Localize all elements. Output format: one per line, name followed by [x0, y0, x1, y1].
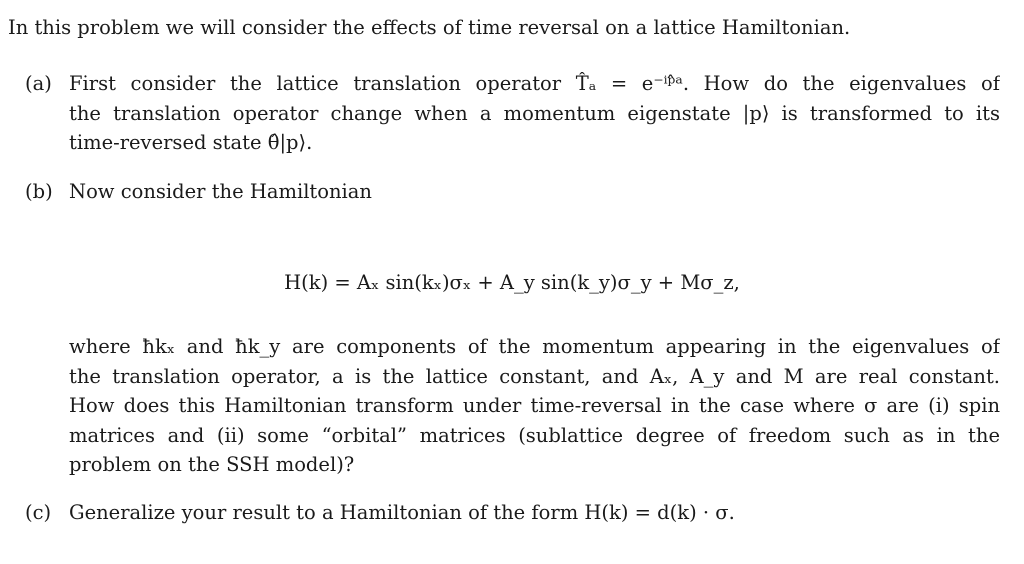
part-a-line-2: the translation operator change when a momentum eigenstate |p⟩ is transformed to its	[69, 101, 1000, 125]
part-b-after-line-4: matrices and (ii) some “orbital” matrices (sublattice degree of freedom such as in the	[69, 423, 1000, 447]
part-b-after-line-3: How does this Hamiltonian transform under time-reversal in the case where σ are (i) spin	[69, 394, 1000, 417]
part-b-line-1: Now consider the Hamiltonian	[69, 180, 372, 203]
part-a-line-3: time-reversed state θ̂|p⟩.	[69, 131, 313, 154]
part-c-label: (c)	[25, 501, 52, 524]
part-b-after-line-5: problem on the SSH model)?	[69, 453, 355, 476]
part-b-label: (b)	[25, 180, 53, 203]
problem-intro: In this problem we will consider the effects of time reversal on a lattice Hamiltonian.	[8, 16, 851, 39]
hamiltonian-equation: H(k) = Aₓ sin(kₓ)σₓ + A_y sin(k_y)σ_y + Mσ_z,	[284, 271, 740, 294]
part-b-after-line-1: where ħkₓ and ħk_y are components of the momentum appearing in the eigenvalues of	[69, 335, 1000, 358]
part-b-intro-text	[69, 177, 1000, 207]
part-c-text	[69, 498, 1000, 528]
part-a-label: (a)	[25, 72, 52, 95]
part-b-after-line-2: the translation operator, a is the lattice constant, and Aₓ, A_y and M are real constant.	[69, 364, 1000, 388]
part-c-line-1: Generalize your result to a Hamiltonian of the form H(k) = d(k) · σ.	[69, 501, 735, 524]
part-a-text	[69, 69, 1000, 158]
part-a-line-1: First consider the lattice translation operator T̂ₐ = e⁻ⁱᵖ̂ᵃ. How do the eigenvalues of	[69, 72, 1000, 95]
part-b-after-text	[69, 332, 1000, 480]
